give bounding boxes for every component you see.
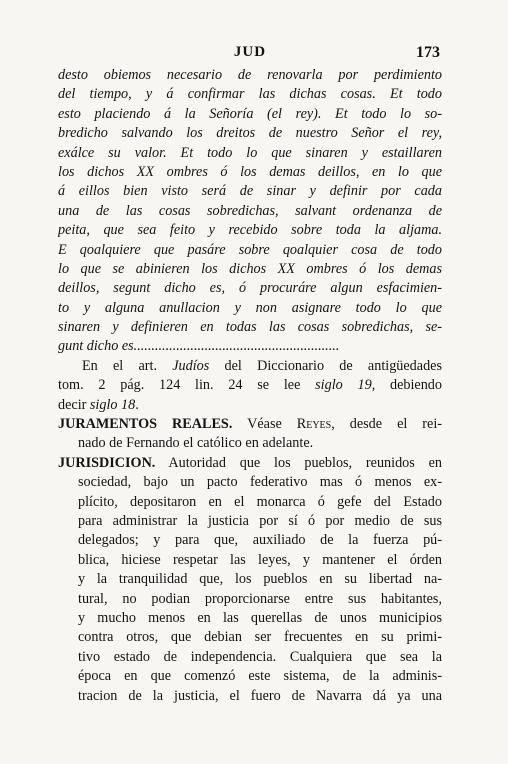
passage-line: E qoalquiere que pasáre sobre qoalquier cosa de todo xyxy=(58,241,442,258)
entry-line: y la tranquilidad que, los pueblos en su libertad na- xyxy=(78,571,442,588)
entry-text: Autoridad que los pueblos, reunidos en xyxy=(155,454,442,471)
passage-line: del tiempo, y á confirmar las dichas cosas. Et todo xyxy=(58,86,442,103)
note-line xyxy=(58,357,442,376)
entry-line: contra otros, que debian ser frecuentes en su primi- xyxy=(78,629,442,646)
entry-line: sociedad, bajo un pacto federativo mas ó menos ex- xyxy=(78,474,442,491)
entry-line: plícito, depositaron en el monarca ó gefe del Estado xyxy=(78,493,442,510)
cross-reference: Reyes xyxy=(296,416,332,433)
passage-line: to y alguna anullacion y non asignare todo lo que xyxy=(58,299,442,316)
passage-line: lo que se abinieren los dichos XX ombres ó los demas xyxy=(58,260,442,277)
running-header xyxy=(60,44,440,66)
note-century: siglo 19 xyxy=(315,377,372,394)
passage-line: gunt dicho es.......................................................... xyxy=(58,338,340,355)
note-text: . xyxy=(135,396,139,413)
passage-line: deillos, segunt dicho es, ó procuráre algun esfacimien- xyxy=(58,280,442,297)
note-line xyxy=(58,396,442,415)
running-title: JUD xyxy=(233,44,267,60)
entry-line: blica, hiciese respetar las leyes, y mantener el órden xyxy=(78,551,442,568)
note-text: tom. 2 pág. 124 lin. 24 se lee xyxy=(58,377,316,394)
passage-line: á eillos bien visto será de sinar y definir por cada xyxy=(58,183,442,200)
correction-note xyxy=(58,357,442,415)
entry-line: tivo estado de independencia. Cualquiera que sea la xyxy=(78,648,442,665)
passage-line: exálce su valor. Et todo lo que sinaren y estaillaren xyxy=(58,144,442,161)
entry-line: delegados; y para que, auxiliado de la fuerza pú- xyxy=(78,532,442,549)
note-line xyxy=(58,376,442,395)
note-text: En el art. xyxy=(82,357,173,374)
entry-term: JURAMENTOS REALES. xyxy=(58,416,233,433)
entry-text: , desde el rei- xyxy=(331,416,442,433)
note-text: decir xyxy=(58,396,90,413)
note-text: , debiendo xyxy=(371,377,442,394)
quoted-passage xyxy=(58,66,442,357)
passage-line: los dichos XX ombres ó los demas deillos, en lo que xyxy=(58,163,442,180)
entry-text: Véase xyxy=(232,416,297,433)
entry-line: tracion de la justicia, el fuero de Navarra dá ya una xyxy=(78,687,442,704)
page-number: 173 xyxy=(416,44,440,61)
page-body xyxy=(58,66,442,706)
entry-jurisdicion xyxy=(58,454,442,706)
passage-line: una de las cosas sobredichas, salvant ordenanza de xyxy=(58,202,442,219)
entry-line: tural, no podian proporcionarse entre sus habitantes, xyxy=(78,590,442,607)
entry-line: época en que comenzó este sistema, de la adminis- xyxy=(78,668,442,685)
entry-term: JURISDICION. xyxy=(58,454,156,471)
passage-line: desto obiemos necesario de renovarla por perdimiento xyxy=(58,67,442,83)
passage-line: esto placiendo á la Señoría (el rey). Et todo lo so- xyxy=(58,105,442,122)
entry-line: para administrar la justicia por sí ó por medio de sus xyxy=(78,512,442,529)
passage-line: bredicho salvando los dreitos de nuestro Señor el rey, xyxy=(58,125,442,142)
entry-line xyxy=(58,415,442,434)
entry-juramentos-reales xyxy=(58,415,442,454)
entry-line: y mucho menos en las querellas de unos municipios xyxy=(78,609,442,626)
passage-line: peita, que sea feito y recebido sobre toda la aljama. xyxy=(58,222,442,239)
entry-line: nado de Fernando el católico en adelante. xyxy=(78,435,314,452)
note-article: Judíos xyxy=(172,357,210,374)
note-century: siglo 18 xyxy=(89,396,136,413)
note-text: del Diccionario de antigüedades xyxy=(209,357,442,374)
passage-line: sinaren y definieren en todas las cosas sobredichas, se- xyxy=(58,319,442,336)
entry-line xyxy=(58,454,442,473)
